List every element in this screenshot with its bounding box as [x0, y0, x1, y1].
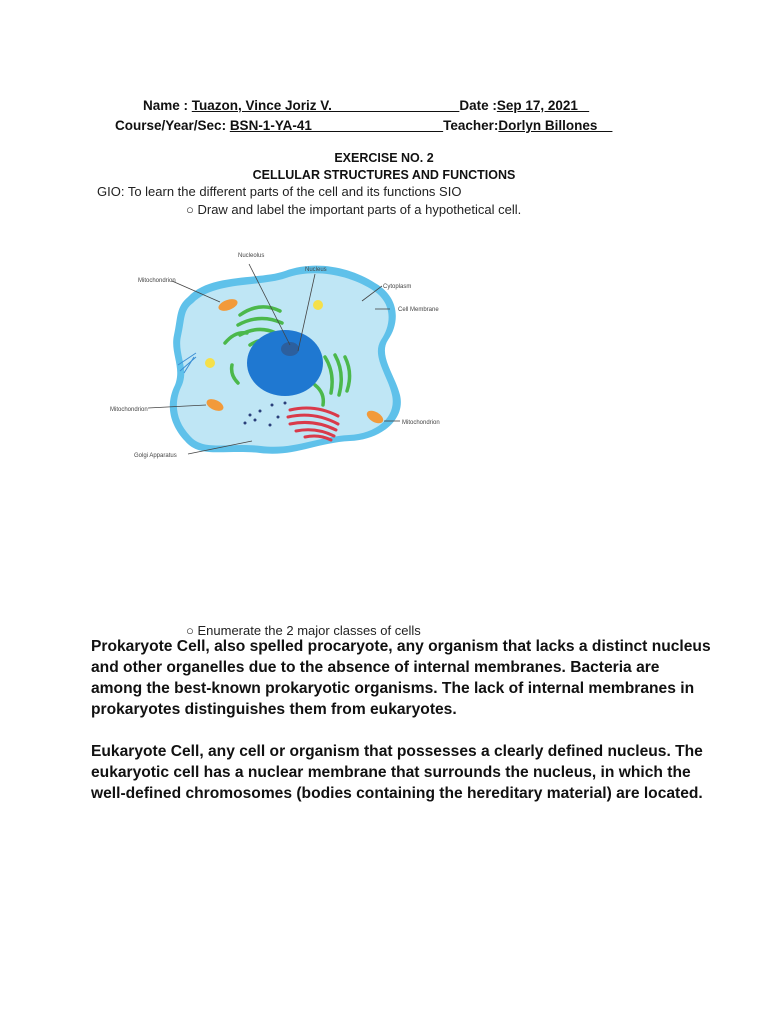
gio-text: GIO: To learn the different parts of the cell and its functions SIO	[97, 184, 462, 199]
date-label: Date :	[459, 98, 497, 113]
label-mito-left: Mitochondrion	[110, 407, 148, 413]
exercise-number: EXERCISE NO. 2	[334, 151, 434, 165]
answer-body	[91, 636, 711, 804]
name-date-line	[143, 98, 768, 113]
label-golgi: Golgi Apparatus	[134, 453, 177, 459]
nucleus-shape	[247, 330, 323, 396]
course-label: Course/Year/Sec:	[115, 118, 230, 133]
prokaryote-paragraph: Prokaryote Cell, also spelled procaryote, any organism that lacks a distinct nucleus and other organelles due to the absence of internal membranes. Bacteria are among the best-known prokaryotic organisms. The lack of internal membranes in prokaryotes distinguishes them from eukaryotes.	[91, 638, 711, 718]
name-label: Name :	[143, 98, 192, 113]
vesicle	[205, 358, 215, 368]
bullet-circle-icon: ○	[186, 623, 194, 638]
name-value: Tuazon, Vince Joriz V.	[191, 98, 460, 113]
eukaryote-paragraph: Eukaryote Cell, any cell or organism that possesses a clearly defined nucleus. The eukaryotic cell has a nuclear membrane that surrounds the nucleus, in which the well-defined chromosomes (bodies containing the hereditary material) are located.	[91, 743, 703, 802]
label-nucleolus: Nucleolus	[238, 253, 265, 259]
course-value: BSN-1-YA-41	[229, 118, 444, 133]
paragraph-spacer	[91, 720, 711, 741]
date-value: Sep 17, 2021	[496, 98, 590, 113]
task-enumerate-text: Enumerate the 2 major classes of cells	[197, 623, 421, 638]
task-draw-text: Draw and label the important parts of a hypothetical cell.	[197, 202, 522, 217]
cell-diagram	[100, 245, 460, 470]
exercise-title: CELLULAR STRUCTURES AND FUNCTIONS	[252, 168, 516, 182]
vesicle	[313, 300, 323, 310]
teacher-label: Teacher:	[443, 118, 499, 133]
nucleolus-shape	[281, 342, 299, 356]
task-draw	[186, 202, 768, 217]
course-teacher-line	[115, 118, 768, 133]
teacher-value: Dorlyn Billones	[498, 118, 613, 133]
bullet-circle-icon: ○	[186, 202, 194, 217]
label-cell-membrane: Cell Membrane	[398, 307, 439, 313]
label-mito-right: Mitochondrion	[402, 420, 440, 426]
label-mito-top-left: Mitochondrion	[138, 278, 176, 284]
label-nucleus: Nucleus	[305, 267, 327, 273]
label-cytoplasm: Cytoplasm	[383, 284, 412, 290]
